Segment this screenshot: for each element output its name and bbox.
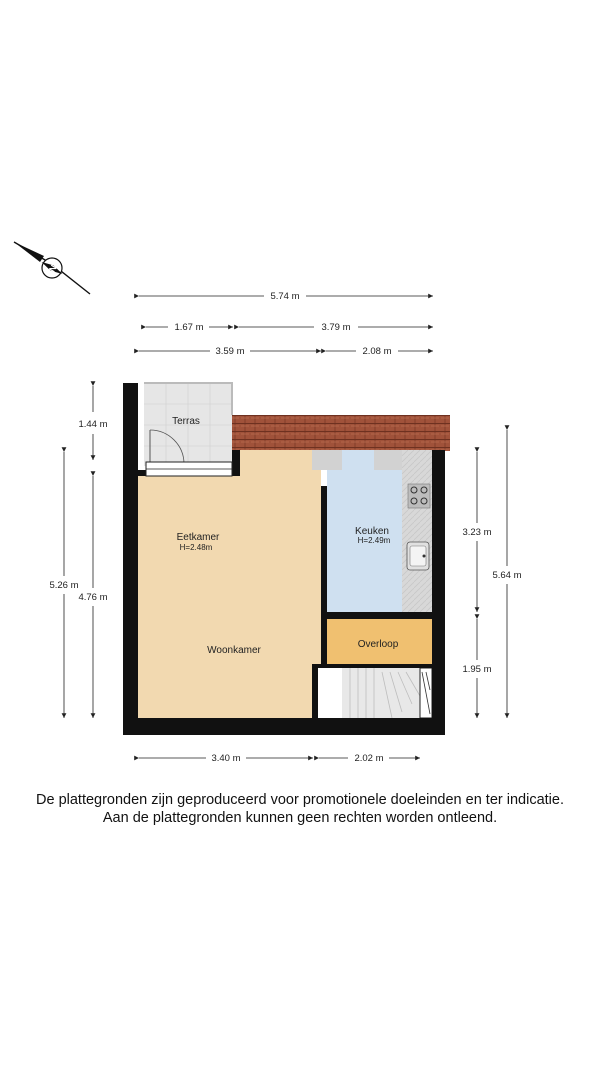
woonkamer-floor (138, 476, 321, 718)
left-dimensions (49, 386, 107, 718)
wall-stair-west (312, 664, 318, 718)
compass-north-label: N (46, 263, 59, 274)
wall-kitchen-west (321, 486, 327, 664)
room-height-keuken: H=2.49m (357, 536, 391, 545)
room-label-woonkamer: Woonkamer (207, 645, 261, 656)
wall-landing-north (327, 614, 432, 619)
room-label-terras: Terras (172, 416, 200, 427)
room-label-overloop: Overloop (357, 639, 399, 650)
dimension-right-keuken: 3.23 m (462, 527, 492, 538)
wall-stair-north (318, 664, 432, 668)
top-dimensions (139, 291, 433, 357)
dimension-top-b: 3.79 m (321, 322, 351, 333)
dimension-bottom-b: 2.02 m (354, 753, 384, 764)
dimension-top-a: 1.67 m (174, 322, 204, 333)
room-label-keuken: Keuken (355, 526, 389, 537)
right-dimensions (462, 430, 521, 718)
dimension-top-d: 2.08 m (362, 346, 392, 357)
kitchen-unit-right (374, 450, 404, 470)
wall-terras-east (232, 450, 240, 476)
wall-south (123, 718, 445, 735)
compass (14, 242, 90, 294)
dimension-left-total: 5.26 m (49, 580, 79, 591)
room-height-eetkamer: H=2.48m (179, 543, 213, 552)
disclaimer-line-2: Aan de plattegronden kunnen geen rechten worden ontleend. (102, 810, 498, 826)
dimension-left-terras: 1.44 m (78, 419, 108, 430)
roof-tiles (232, 415, 450, 451)
stove-icon (408, 484, 430, 508)
dimension-top-total: 5.74 m (270, 291, 300, 302)
dimension-top-c: 3.59 m (215, 346, 245, 357)
bottom-dimensions (139, 753, 420, 764)
wall-east (432, 450, 445, 735)
kitchen-counter (402, 450, 432, 614)
dimension-bottom-a: 3.40 m (211, 753, 241, 764)
wall-west (123, 383, 138, 735)
dimension-right-overloop: 1.95 m (462, 664, 492, 675)
dimension-left-inner: 4.76 m (78, 592, 108, 603)
disclaimer-line-1: De plattegronden zijn geproduceerd voor promotionele doeleinden en ter indicatie. (36, 792, 564, 808)
kitchen-unit-left (312, 450, 342, 470)
dimension-right-total: 5.64 m (492, 570, 522, 581)
sink-icon (407, 542, 429, 570)
room-label-eetkamer: Eetkamer (176, 532, 220, 543)
